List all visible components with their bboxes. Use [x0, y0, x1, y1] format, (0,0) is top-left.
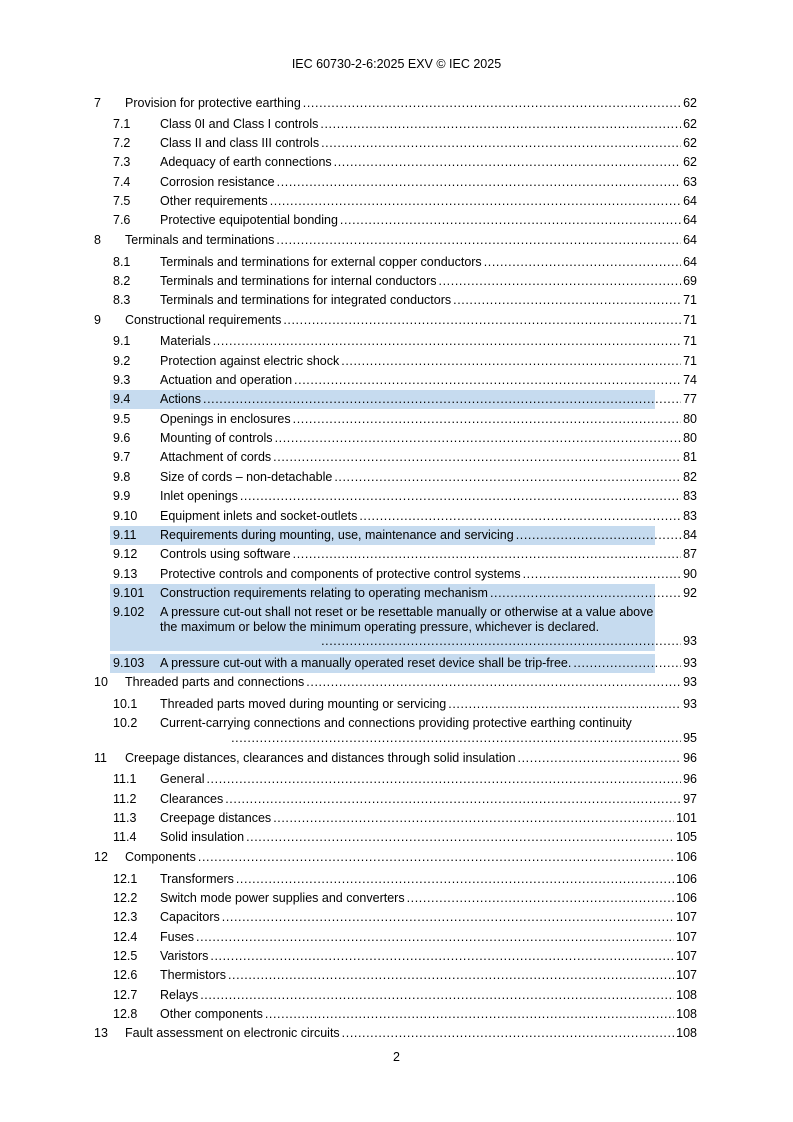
toc-entry-title[interactable]: Construction requirements relating to operating mechanism — [160, 586, 488, 600]
dot-leader — [277, 175, 681, 190]
toc-entry-title[interactable]: Creepage distances — [160, 811, 272, 825]
toc-entry-number: 8.1 — [113, 255, 131, 269]
dot-leader — [523, 567, 682, 582]
toc-entry-number: 12 — [94, 850, 108, 864]
toc-entry-number: 9.9 — [113, 489, 131, 503]
dot-leader — [228, 968, 674, 983]
toc-entry-title[interactable]: Fuses — [160, 930, 195, 944]
toc-entry-page[interactable]: 107 — [676, 910, 697, 924]
toc-entry[interactable] — [0, 313, 793, 328]
toc-entry[interactable] — [0, 830, 793, 845]
dot-leader — [283, 313, 681, 328]
toc-entry-number: 9.11 — [113, 528, 137, 542]
toc-entry[interactable] — [0, 675, 793, 690]
toc-entry-page[interactable]: 97 — [683, 792, 697, 806]
dot-leader — [518, 751, 682, 766]
toc-entry[interactable] — [0, 751, 793, 766]
toc-entry[interactable] — [0, 274, 793, 289]
toc-entry[interactable] — [0, 1026, 793, 1041]
toc-entry-title[interactable]: Corrosion resistance — [160, 175, 275, 189]
dot-leader — [276, 233, 681, 248]
toc-entry-title[interactable]: Terminals and terminations for integrated conductors — [160, 293, 452, 307]
dot-leader — [222, 910, 674, 925]
toc-entry[interactable] — [0, 716, 793, 745]
toc-entry-title[interactable]: Attachment of cords — [160, 450, 272, 464]
toc-entry-title[interactable]: Size of cords – non-detachable — [160, 470, 333, 484]
dot-leader — [303, 96, 681, 111]
toc-entry-number: 9.10 — [113, 509, 138, 523]
toc-entry-page[interactable]: 62 — [683, 136, 697, 150]
toc-entry-page[interactable]: 63 — [683, 175, 697, 189]
toc-entry-title[interactable]: Terminals and terminations — [125, 233, 275, 247]
toc-entry-title[interactable]: Protective controls and components of protective control systems — [160, 567, 521, 581]
toc-entry-number: 9.3 — [113, 373, 131, 387]
toc-entry[interactable] — [0, 392, 793, 407]
toc-entry-page[interactable]: 107 — [676, 968, 697, 982]
dot-leader — [293, 547, 681, 562]
toc-entry-title[interactable]: Class II and class III controls — [160, 136, 320, 150]
toc-entry-number: 7.4 — [113, 175, 131, 189]
toc-entry-page[interactable]: 93 — [683, 697, 697, 711]
toc-entry-page[interactable]: 80 — [683, 431, 697, 445]
dot-leader — [273, 811, 674, 826]
toc-entry[interactable] — [0, 586, 793, 601]
dot-leader — [342, 1026, 674, 1041]
toc-entry-number: 7.1 — [113, 117, 131, 131]
toc-entry-page[interactable]: 107 — [676, 930, 697, 944]
dot-leader — [334, 470, 681, 485]
dot-leader — [334, 155, 681, 170]
toc-entry-title[interactable]: Creepage distances, clearances and distances through solid insulation — [125, 751, 516, 765]
toc-entry-number: 7.6 — [113, 213, 131, 227]
toc-entry-title[interactable]: Fault assessment on electronic circuits — [125, 1026, 340, 1040]
toc-entry[interactable] — [0, 155, 793, 170]
toc-entry-title[interactable]: Thermistors — [160, 968, 226, 982]
dot-leader — [200, 988, 674, 1003]
dot-leader — [490, 586, 681, 601]
toc-entry-page[interactable]: 106 — [676, 850, 697, 864]
toc-entry-title[interactable]: Mounting of controls — [160, 431, 273, 445]
toc-entry-title[interactable]: Protective equipotential bonding — [160, 213, 338, 227]
toc-entry[interactable] — [0, 233, 793, 248]
toc-entry-number: 7.2 — [113, 136, 131, 150]
toc-entry-number: 12.6 — [113, 968, 138, 982]
toc-entry-title[interactable]: A pressure cut-out shall not reset or be resettable manually or otherwise at a value above the maximum or below the minimum operating pressure, whichever is declared. — [160, 605, 654, 634]
toc-entry-number: 12.4 — [113, 930, 138, 944]
toc-entry-number: 10 — [94, 675, 108, 689]
dot-leader — [573, 656, 681, 671]
page-header: IEC 60730-2-6:2025 EXV © IEC 2025 — [291, 57, 502, 71]
toc-entry-title[interactable]: Relays — [160, 988, 199, 1002]
toc-entry-page[interactable]: 101 — [676, 811, 697, 825]
toc-entry-title[interactable]: Openings in enclosures — [160, 412, 291, 426]
toc-entry-page[interactable]: 62 — [683, 155, 697, 169]
toc-entry[interactable] — [0, 293, 793, 308]
toc-entry-number: 13 — [94, 1026, 108, 1040]
dot-leader — [453, 293, 681, 308]
toc-entry-page[interactable]: 74 — [683, 373, 697, 387]
dot-leader — [516, 528, 681, 543]
toc-entry-number: 8.2 — [113, 274, 131, 288]
toc-entry-page[interactable]: 64 — [683, 233, 697, 247]
dot-leader — [231, 731, 681, 746]
toc-entry[interactable] — [0, 489, 793, 504]
toc-entry-number: 9 — [94, 313, 101, 327]
toc-entry-title[interactable]: Components — [125, 850, 196, 864]
toc-entry-page[interactable]: 87 — [683, 547, 697, 561]
page-number: 2 — [393, 1050, 400, 1064]
dot-leader — [359, 509, 681, 524]
toc-entry[interactable] — [0, 930, 793, 945]
toc-entry[interactable] — [0, 910, 793, 925]
toc-entry-title[interactable]: Other requirements — [160, 194, 268, 208]
toc-entry-number: 7.5 — [113, 194, 131, 208]
dot-leader — [321, 634, 681, 649]
toc-entry-page[interactable]: 62 — [683, 117, 697, 131]
toc-entry[interactable] — [0, 213, 793, 228]
toc-entry-page[interactable]: 93 — [683, 675, 697, 689]
toc-entry-title[interactable]: General — [160, 772, 205, 786]
toc-entry-title[interactable]: Switch mode power supplies and converters — [160, 891, 405, 905]
toc-entry-title[interactable]: Solid insulation — [160, 830, 245, 844]
toc-entry-page[interactable]: 82 — [683, 470, 697, 484]
toc-entry[interactable] — [0, 949, 793, 964]
toc-entry-title[interactable]: Current-carrying connections and connections providing protective earthing continuity — [160, 716, 632, 730]
toc-entry-number: 12.1 — [113, 872, 138, 886]
toc-entry-title[interactable]: Class 0I and Class I controls — [160, 117, 319, 131]
toc-entry-page[interactable]: 92 — [683, 586, 697, 600]
toc-entry-title[interactable]: Threaded parts and connections — [125, 675, 305, 689]
toc-entry-number: 12.8 — [113, 1007, 138, 1021]
toc-entry[interactable] — [0, 175, 793, 190]
dot-leader — [198, 850, 674, 865]
toc-entry-number: 12.7 — [113, 988, 138, 1002]
toc-entry-title[interactable]: Threaded parts moved during mounting or servicing — [160, 697, 447, 711]
toc-entry[interactable] — [0, 1007, 793, 1022]
toc-entry-title[interactable]: Materials — [160, 334, 211, 348]
toc-entry[interactable] — [0, 373, 793, 388]
toc-entry-page[interactable]: 93 — [683, 656, 697, 670]
toc-entry-number: 9.7 — [113, 450, 131, 464]
toc-entry-page[interactable]: 83 — [683, 509, 697, 523]
toc-entry-page[interactable]: 83 — [683, 489, 697, 503]
toc-entry[interactable] — [0, 697, 793, 712]
toc-entry-number: 11.3 — [113, 811, 137, 825]
dot-leader — [439, 274, 682, 289]
toc-entry-page[interactable]: 106 — [676, 872, 697, 886]
dot-leader — [236, 872, 674, 887]
toc-entry[interactable] — [0, 988, 793, 1003]
toc-entry-title[interactable]: Controls using software — [160, 547, 291, 561]
toc-entry-number: 9.12 — [113, 547, 138, 561]
toc-entry[interactable] — [0, 656, 793, 671]
dot-leader — [206, 772, 681, 787]
dot-leader — [225, 792, 681, 807]
toc-entry-page[interactable]: 106 — [676, 891, 697, 905]
toc-entry[interactable] — [0, 136, 793, 151]
dot-leader — [340, 213, 681, 228]
toc-entry-number: 9.1 — [113, 334, 131, 348]
toc-entry-title[interactable]: Protection against electric shock — [160, 354, 340, 368]
toc-entry-number: 11.1 — [113, 772, 137, 786]
toc-entry-number: 11 — [94, 751, 107, 765]
toc-entry-page[interactable]: 77 — [683, 392, 697, 406]
toc-entry[interactable] — [0, 850, 793, 865]
toc-entry-page[interactable]: 90 — [683, 567, 697, 581]
dot-leader — [293, 412, 681, 427]
toc-entry-number: 8 — [94, 233, 101, 247]
dot-leader — [210, 949, 674, 964]
toc-entry-number: 9.4 — [113, 392, 131, 406]
toc-entry[interactable] — [0, 772, 793, 787]
toc-entry-number: 9.2 — [113, 354, 131, 368]
toc-entry[interactable] — [0, 968, 793, 983]
toc-entry-page[interactable]: 84 — [683, 528, 697, 542]
toc-entry-page[interactable]: 71 — [683, 354, 697, 368]
toc-entry-title[interactable]: Terminals and terminations for internal conductors — [160, 274, 437, 288]
toc-entry-number: 12.5 — [113, 949, 138, 963]
toc-entry-number: 11.4 — [113, 830, 137, 844]
toc-entry-title[interactable]: Requirements during mounting, use, maintenance and servicing — [160, 528, 514, 542]
toc-entry-title[interactable]: Capacitors — [160, 910, 220, 924]
toc-entry[interactable] — [0, 450, 793, 465]
toc-entry-number: 9.8 — [113, 470, 131, 484]
toc-entry-title[interactable]: Varistors — [160, 949, 209, 963]
dot-leader — [270, 194, 681, 209]
toc-entry[interactable] — [0, 470, 793, 485]
toc-entry[interactable] — [0, 605, 793, 649]
toc-entry-page[interactable]: 80 — [683, 412, 697, 426]
dot-leader — [484, 255, 681, 270]
toc-entry-number: 9.13 — [113, 567, 138, 581]
toc-entry-page[interactable]: 81 — [683, 450, 697, 464]
dot-leader — [321, 136, 681, 151]
toc-entry-page[interactable]: 93 — [683, 634, 697, 648]
toc-entry-title[interactable]: Actuation and operation — [160, 373, 293, 387]
toc-entry[interactable] — [0, 567, 793, 582]
toc-entry-number: 11.2 — [113, 792, 137, 806]
toc-entry-title[interactable]: Inlet openings — [160, 489, 238, 503]
toc-entry[interactable] — [0, 547, 793, 562]
toc-entry-title[interactable]: A pressure cut-out with a manually operated reset device shall be trip-free. — [160, 656, 572, 670]
toc-entry[interactable] — [0, 96, 793, 111]
toc-entry-number: 12.3 — [113, 910, 138, 924]
toc-entry-page[interactable]: 64 — [683, 194, 697, 208]
dot-leader — [213, 334, 681, 349]
dot-leader — [306, 675, 681, 690]
toc-entry[interactable] — [0, 528, 793, 543]
toc-entry-title[interactable]: Terminals and terminations for external copper conductors — [160, 255, 482, 269]
toc-entry[interactable] — [0, 194, 793, 209]
toc-entry[interactable] — [0, 811, 793, 826]
toc-entry[interactable] — [0, 431, 793, 446]
toc-entry-page[interactable]: 71 — [683, 293, 697, 307]
toc-entry[interactable] — [0, 354, 793, 369]
dot-leader — [240, 489, 681, 504]
toc-entry-page[interactable]: 105 — [676, 830, 697, 844]
toc-entry-page[interactable]: 108 — [676, 1026, 697, 1040]
dot-leader — [265, 1007, 674, 1022]
toc-entry[interactable] — [0, 334, 793, 349]
dot-leader — [246, 830, 674, 845]
dot-leader — [341, 354, 681, 369]
toc-entry[interactable] — [0, 255, 793, 270]
toc-entry-number: 9.103 — [113, 656, 145, 670]
toc-entry[interactable] — [0, 891, 793, 906]
toc-entry[interactable] — [0, 792, 793, 807]
toc-entry[interactable] — [0, 872, 793, 887]
toc-entry-number: 7.3 — [113, 155, 131, 169]
toc-entry[interactable] — [0, 412, 793, 427]
dot-leader — [294, 373, 681, 388]
toc-entry[interactable] — [0, 117, 793, 132]
toc-entry-page[interactable]: 108 — [676, 1007, 697, 1021]
toc-entry-number: 12.2 — [113, 891, 138, 905]
toc-entry-page[interactable]: 107 — [676, 949, 697, 963]
toc-entry-title[interactable]: Adequacy of earth connections — [160, 155, 332, 169]
toc-entry-number: 7 — [94, 96, 101, 110]
toc-entry-page[interactable]: 108 — [676, 988, 697, 1002]
dot-leader — [196, 930, 674, 945]
toc-entry-page[interactable]: 71 — [683, 313, 697, 327]
toc-entry-number: 10.1 — [113, 697, 138, 711]
dot-leader — [273, 450, 681, 465]
dot-leader — [203, 392, 681, 407]
toc-entry-page[interactable]: 69 — [683, 274, 697, 288]
toc-entry-page[interactable]: 62 — [683, 96, 697, 110]
toc-entry-number: 9.6 — [113, 431, 131, 445]
toc-entry[interactable] — [0, 509, 793, 524]
toc-entry-title[interactable]: Equipment inlets and socket-outlets — [160, 509, 358, 523]
toc-entry-page[interactable]: 96 — [683, 751, 697, 765]
toc-entry-title[interactable]: Provision for protective earthing — [125, 96, 301, 110]
toc-entry-title[interactable]: Transformers — [160, 872, 234, 886]
toc-entry-number: 10.2 — [113, 716, 138, 730]
toc-entry-number: 9.102 — [113, 605, 145, 619]
dot-leader — [320, 117, 681, 132]
toc-entry-page[interactable]: 95 — [683, 730, 697, 745]
dot-leader — [275, 431, 682, 446]
toc-entry-number: 9.101 — [113, 586, 145, 600]
toc-entry-number: 8.3 — [113, 293, 131, 307]
dot-leader — [448, 697, 681, 712]
toc-entry-title[interactable]: Clearances — [160, 792, 224, 806]
toc-entry-page[interactable]: 64 — [683, 213, 697, 227]
dot-leader — [407, 891, 675, 906]
toc-entry-title[interactable]: Other components — [160, 1007, 263, 1021]
toc-entry-title[interactable]: Constructional requirements — [125, 313, 282, 327]
toc-entry-title[interactable]: Actions — [160, 392, 201, 406]
toc-entry-number: 9.5 — [113, 412, 131, 426]
toc-entry-page[interactable]: 64 — [683, 255, 697, 269]
toc-entry-page[interactable]: 71 — [683, 334, 697, 348]
toc-entry-page[interactable]: 96 — [683, 772, 697, 786]
